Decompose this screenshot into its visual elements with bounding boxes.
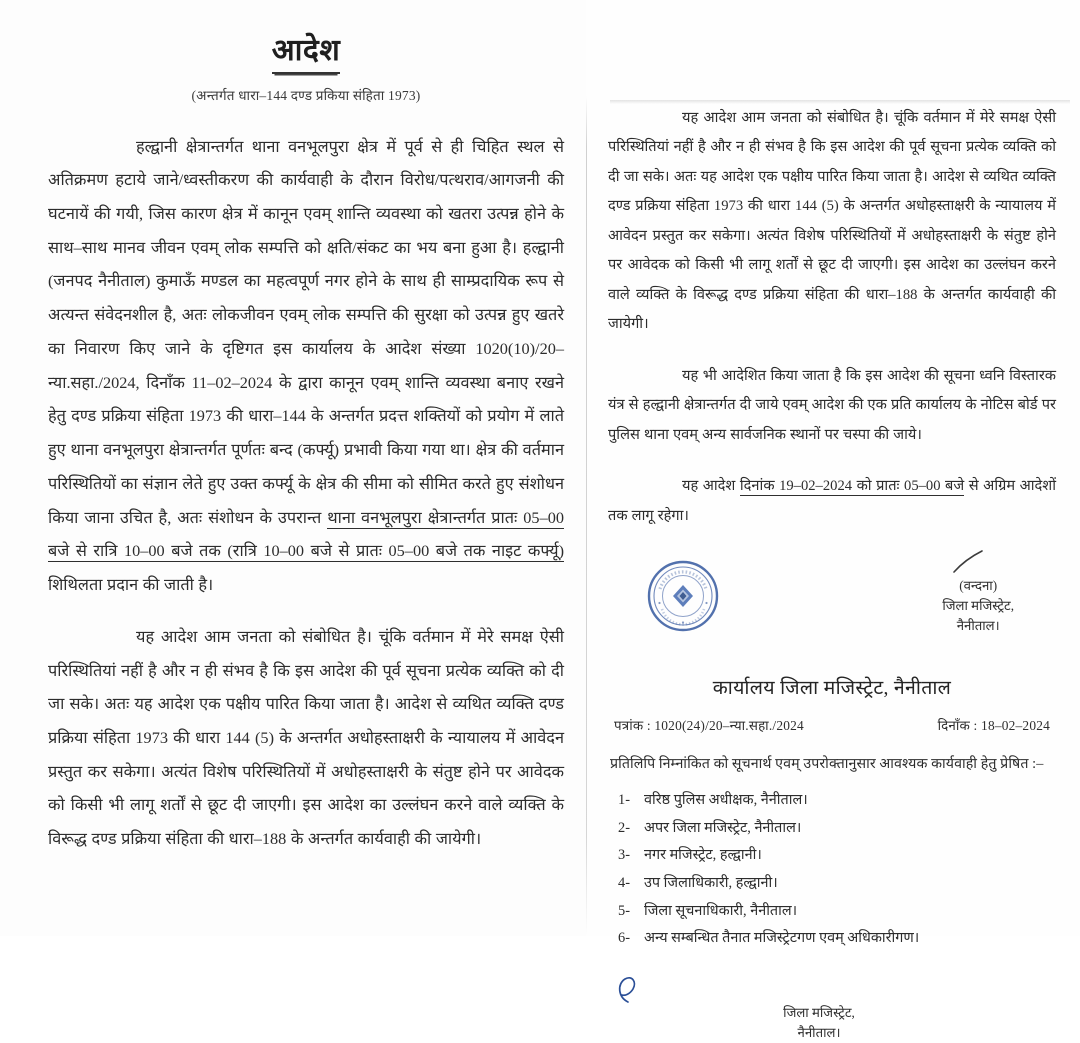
list-item bbox=[618, 898, 1056, 926]
recipient-text: अपर जिला मजिस्ट्रेट, नैनीताल। bbox=[644, 819, 802, 836]
page-right bbox=[586, 0, 1080, 1040]
recipient-text: जिला सूचनाधिकारी, नैनीताल। bbox=[644, 902, 798, 919]
right-paragraph-2: यह भी आदेशित किया जाता है कि इस आदेश की सूचना ध्वनि विस्तारक यंत्र से हल्द्वानी क्षेत्रान्तर्गत दी जाये एवम् आदेश की एक प्रति कार्यालय के नोटिस बोर्ड पर पुलिस थाना एवम् अन्य सार्वजनिक स्थानों पर चस्पा की जाये। bbox=[608, 367, 1056, 443]
right-paragraph-1: यह आदेश आम जनता को संबोधित है। चूंकि वर्तमान में मेरे समक्ष ऐसी परिस्थितियां नहीं है और न ही संभव है कि इस आदेश की पूर्व सूचना प्रत्येक व्यक्ति को दी जा सके। अतः यह आदेश एक पक्षीय पारित किया जाता है। आदेश से व्यथित व्यक्ति दण्ड प्रक्रिया संहिता 1973 की धारा 144 (5) के अन्तर्गत अधोहस्ताक्षरी के न्यायालय में आवेदन प्रस्तुत कर सकेगा। अत्यंत विशेष परिस्थितियों में अधोहस्ताक्षरी के संतुष्ट होने पर आवेदक को किसी भी लागू शर्तों से छूट दी जाएगी। इस आदेश का उल्लंघन करने वाले व्यक्ति के विरूद्ध दण्ड प्रक्रिया संहिता की धारा–188 के अन्तर्गत कार्यवाही की जायेगी। bbox=[608, 110, 1056, 333]
letter-number-value: 1020(24)/20–न्या.सहा./2024 bbox=[654, 718, 804, 734]
recipient-text: वरिष्ठ पुलिस अधीक्षक, नैनीताल। bbox=[644, 792, 808, 809]
letter-number-label: पत्रांक : bbox=[614, 718, 651, 734]
recipient-number: 1- bbox=[618, 792, 630, 809]
page-title-text: आदेश bbox=[272, 34, 341, 74]
office-heading: कार्यालय जिला मजिस्ट्रेट, नैनीताल bbox=[712, 678, 952, 700]
right-para3-part-b: से अग्रिम आदेशों तक लागू रहेगा। bbox=[608, 478, 1056, 524]
copy-distribution-heading: प्रतिलिपि निम्नांकित को सूचनार्थ एवम् उपरोक्तानुसार आवश्यक कार्यवाही हेतु प्रेषित :– bbox=[610, 756, 1044, 773]
recipient-text: उप जिलाधिकारी, हल्द्वानी। bbox=[644, 875, 778, 892]
recipient-text: अन्य सम्बन्धित तैनात मजिस्ट्रेटगण एवम् अधिकारीगण। bbox=[644, 930, 920, 947]
letter-date-value: 18–02–2024 bbox=[981, 718, 1050, 734]
signatory-name: (वन्दना) bbox=[959, 578, 998, 594]
recipient-number: 3- bbox=[618, 847, 630, 864]
left-para1-part-a: हल्द्वानी क्षेत्रान्तर्गत थाना वनभूलपुरा क्षेत्र में पूर्व से ही चिहित स्थल से अतिक्रमण हटाये जाने/ध्वस्तीकरण की कार्यवाही के दौरान विरोध/पत्थराव/आगजनी की घटनायें की गयी, जिस कारण क्षेत्र में कानून एवम् शान्ति व्यवस्था को खतरा उत्पन्न होने के साथ–साथ मानव जीवन एवम् लोक सम्पत्ति को क्षति/संकट का भय बना हुआ है। हल्द्वानी (जनपद नैनीताल) कुमाऊँ मण्डल का महत्वपूर्ण नगर होने के साथ ही साम्प्रदायिक रूप से अत्यन्त संवेदनशील है, अतः लोकजीवन एवम् लोक सम्पत्ति की सुरक्षा को उत्पन्न हुए खतरे का निवारण किए जाने के दृष्टिगत इस कार्यालय के आदेश संख्या 1020(10)/20–न्या.सहा./2024, दिनाँक 11–02–2024 के द्वारा कानून एवम् शान्ति व्यवस्था बनाए रखने हेतु दण्ड प्रक्रिया संहिता 1973 की धारा–144 के अन्तर्गत प्रदत्त शक्तियों को प्रयोग में लाते हुए थाना वनभूलपुरा क्षेत्रान्तर्गत पूर्णतः बन्द (कर्फ्यू) प्रभावी किया गया था। क्षेत्र की वर्तमान परिस्थितियों का संज्ञान लेते हुए उक्त कर्फ्यू के क्षेत्र की सीमा को सीमित करते हुए संशोधन किया जाना उचित है, अतः संशोधन के उपरान्त bbox=[48, 136, 564, 527]
recipient-number: 4- bbox=[618, 875, 630, 892]
list-item bbox=[618, 787, 1056, 815]
letter-number bbox=[614, 716, 804, 734]
list-item bbox=[618, 870, 1056, 898]
official-seal-icon bbox=[646, 559, 720, 633]
bottom-signatory-line2: नैनीताल। bbox=[797, 1024, 841, 1040]
ink-signature-icon bbox=[608, 975, 648, 1005]
document-subtitle: (अन्तर्गत धारा–144 दण्ड प्रकिया संहिता 1973) bbox=[191, 87, 421, 103]
list-item bbox=[618, 842, 1056, 870]
signatory-designation-line2: नैनीताल। bbox=[956, 617, 1000, 633]
left-paragraph-2: यह आदेश आम जनता को संबोधित है। चूंकि वर्तमान में मेरे समक्ष ऐसी परिस्थितियां नहीं है और न ही संभव है कि इस आदेश की पूर्व सूचना प्रत्येक व्यक्ति को दी जा सके। अतः यह आदेश एक पक्षीय पारित किया जाता है। आदेश से व्यथित व्यक्ति दण्ड प्रक्रिया संहिता 1973 की धारा 144 (5) के अन्तर्गत अधोहस्ताक्षरी के न्यायालय में आवेदन प्रस्तुत कर सकेगा। अत्यंत विशेष परिस्थितियों में अधोहस्ताक्षरी के संतुष्ट होने पर आवेदक को किसी भी लागू शर्तों से छूट दी जाएगी। इस आदेश का उल्लंघन करने वाले व्यक्ति के विरूद्ध दण्ड प्रक्रिया संहिता की धारा–188 के अन्तर्गत कार्यवाही की जायेगी। bbox=[48, 626, 564, 849]
letter-meta-row bbox=[614, 716, 1050, 734]
right-paragraph-3 bbox=[608, 472, 1056, 531]
recipient-number: 5- bbox=[618, 902, 630, 919]
effective-date-underlined: दिनांक 19–02–2024 को प्रातः 05–00 बजे bbox=[739, 478, 965, 495]
right-para3-part-a: यह आदेश bbox=[682, 478, 740, 495]
bottom-signatory-line1: जिला मजिस्ट्रेट, bbox=[783, 1005, 855, 1021]
signature-block-right bbox=[942, 549, 1014, 635]
signature-block-bottom bbox=[608, 975, 1056, 1043]
letter-date-label: दिनाँक : bbox=[937, 718, 978, 734]
left-paragraph-1 bbox=[48, 130, 564, 602]
recipient-number: 2- bbox=[618, 819, 630, 836]
curfew-timing-underlined: थाना वनभूलपुरा क्षेत्रान्तर्गत प्रातः 05–00 बजे से रात्रि 10–00 बजे तक (रात्रि 10–00 बजे से प्रातः 05–00 बजे तक नाइट कर्फ्यू) bbox=[48, 507, 564, 561]
list-item bbox=[618, 815, 1056, 843]
signatory-designation-line1: जिला मजिस्ट्रेट, bbox=[942, 597, 1014, 613]
page-left bbox=[0, 0, 586, 936]
page-title bbox=[48, 34, 564, 74]
handwritten-signature-icon bbox=[942, 549, 1002, 575]
recipient-text: नगर मजिस्ट्रेट, हल्द्वानी। bbox=[644, 847, 762, 864]
letter-date bbox=[938, 716, 1050, 734]
signature-area bbox=[608, 553, 1056, 671]
list-item bbox=[618, 925, 1056, 953]
recipient-number: 6- bbox=[618, 930, 630, 947]
recipients-list bbox=[608, 787, 1056, 953]
left-para1-part-b: शिथिलता प्रदान की जाती है। bbox=[48, 575, 214, 595]
